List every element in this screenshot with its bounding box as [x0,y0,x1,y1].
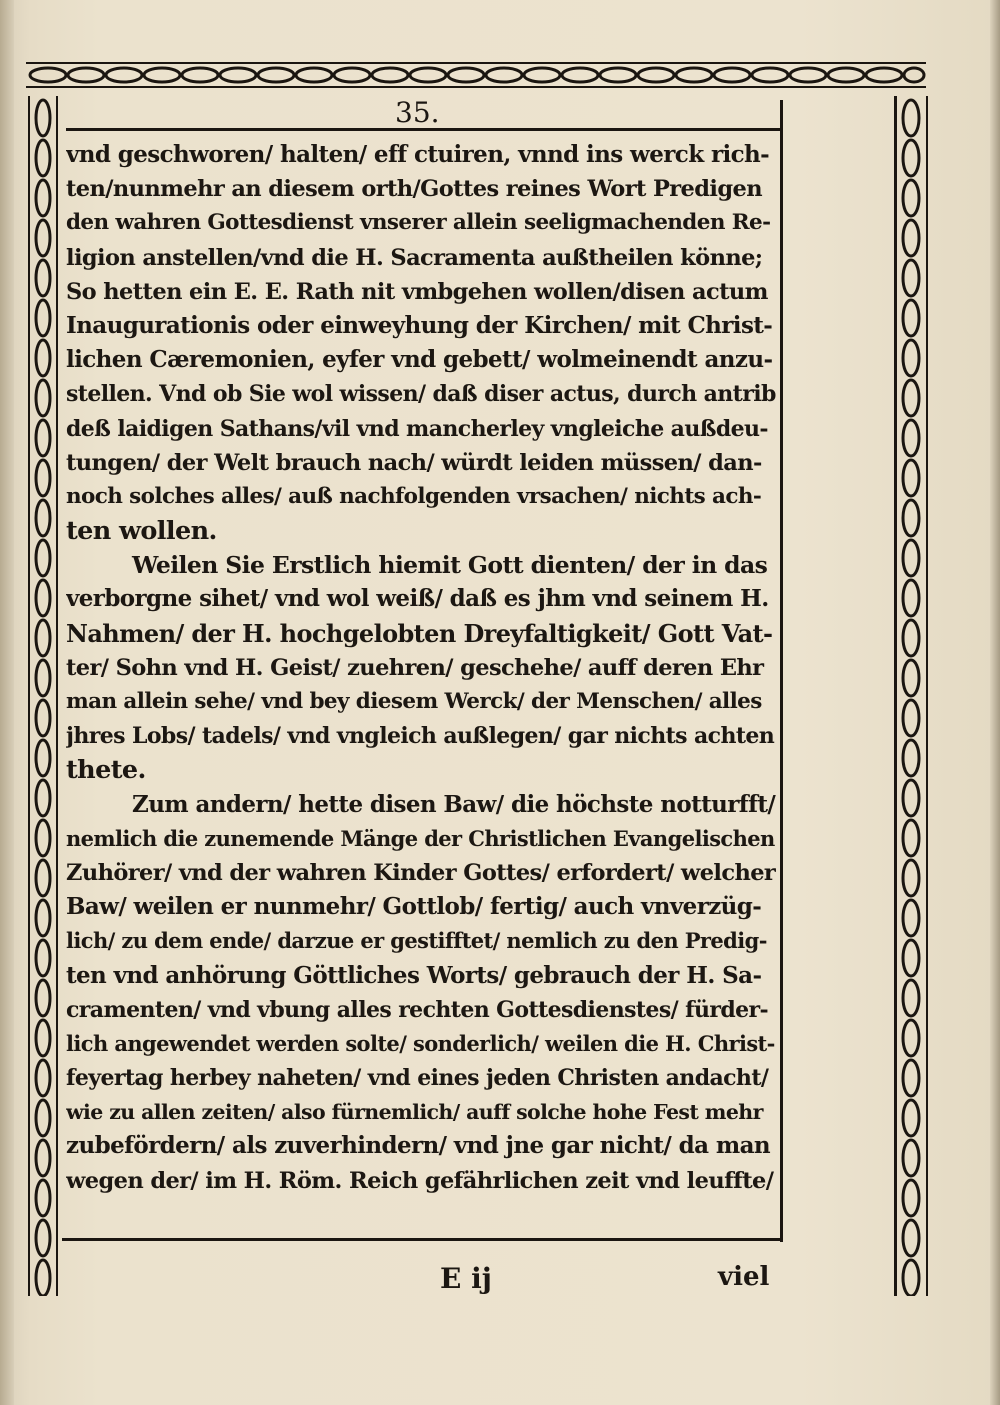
signature-mark: E ij [440,1262,492,1295]
text-line: man allein sehe/ vnd bey diesem Werck/ der Menschen/ alles [66,689,762,714]
text-line: zubefördern/ als zuverhindern/ vnd jne gar nicht/ da man [66,1132,770,1160]
text-line: wegen der/ im H. Röm. Reich gefährlichen zeit vnd leuffte/ [66,1167,774,1194]
top-ornament-border [26,58,926,92]
text-line: Zum andern/ hette disen Baw/ die höchste notturfft/ [132,790,776,818]
text-line: vnd geschworen/ halten/ eff ctuiren, vnnd ins werck rich- [66,141,770,168]
text-line: den wahren Gottesdienst vnserer allein seeligmachenden Re- [66,210,771,236]
text-line: lich/ zu dem ende/ darzue er gestifftet/ nemlich zu den Predig- [66,928,767,954]
text-line: lich angewendet werden solte/ sonderlich/ weilen die H. Christ- [66,1030,775,1056]
text-line: So hetten ein E. E. Rath nit vmbgehen wollen/disen actum [66,278,768,305]
text-line: feyertag herbey naheten/ vnd eines jeden Christen andacht/ [66,1065,769,1092]
text-line: Weilen Sie Erstlich hiemit Gott dienten/ der in das [132,551,768,580]
page-edge-shadow [990,0,1000,1405]
text-line: Nahmen/ der H. hochgelobten Dreyfaltigkeit/ Gott Vat- [66,618,773,648]
text-line: deß laidigen Sathans/vil vnd mancherley vngleiche außdeu- [66,415,768,442]
text-line: lichen Cæremonien, eyfer vnd gebett/ wolmeinendt anzu- [66,346,773,374]
text-line: ten wollen. [66,516,217,547]
text-line: ten vnd anhörung Göttliches Worts/ gebrauch der H. Sa- [66,961,762,989]
text-line: verborgne sihet/ vnd wol weiß/ daß es jhm vnd seinem H. [66,585,769,613]
text-line: Zuhörer/ vnd der wahren Kinder Gottes/ erfordert/ welcher [66,859,776,886]
text-line: thete. [66,755,146,786]
text-line: ter/ Sohn vnd H. Geist/ zuehren/ geschehe/ auff deren Ehr [66,654,764,681]
text-line: ten/nunmehr an diesem orth/Gottes reines Wort Predigen [66,176,762,203]
left-ornament-border [26,96,62,1296]
text-line: stellen. Vnd ob Sie wol wissen/ daß diser actus, durch antrib [66,381,776,408]
right-ornament-border [890,96,932,1296]
footer-rule [62,1238,780,1241]
gutter-shadow [0,0,14,1405]
catchword: viel [718,1262,770,1292]
text-line: wie zu allen zeiten/ also fürnemlich/ auff solche hohe Fest mehr [66,1100,763,1125]
text-line: ligion anstellen/vnd die H. Sacramenta außtheilen könne; [66,244,763,271]
text-line: nemlich die zunemende Mänge der Christlichen Evangelischen [66,825,775,851]
text-line: cramenten/ vnd vbung alles rechten Gottesdienstes/ fürder- [66,996,769,1023]
page-number: 35. [395,96,440,129]
text-line: Baw/ weilen er nunmehr/ Gottlob/ fertig/ auch vnverzüg- [66,893,762,921]
body-text [66,138,776,1198]
text-line: jhres Lobs/ tadels/ vnd vngleich außlegen/ gar nichts achten [66,723,775,750]
text-line: tungen/ der Welt brauch nach/ würdt leiden müssen/ dan- [66,449,762,476]
text-line: Inaugurationis oder einweyhung der Kirchen/ mit Christ- [66,311,773,339]
frame-line-right [780,100,783,1242]
text-line: noch solches alles/ auß nachfolgenden vrsachen/ nichts ach- [66,483,762,509]
